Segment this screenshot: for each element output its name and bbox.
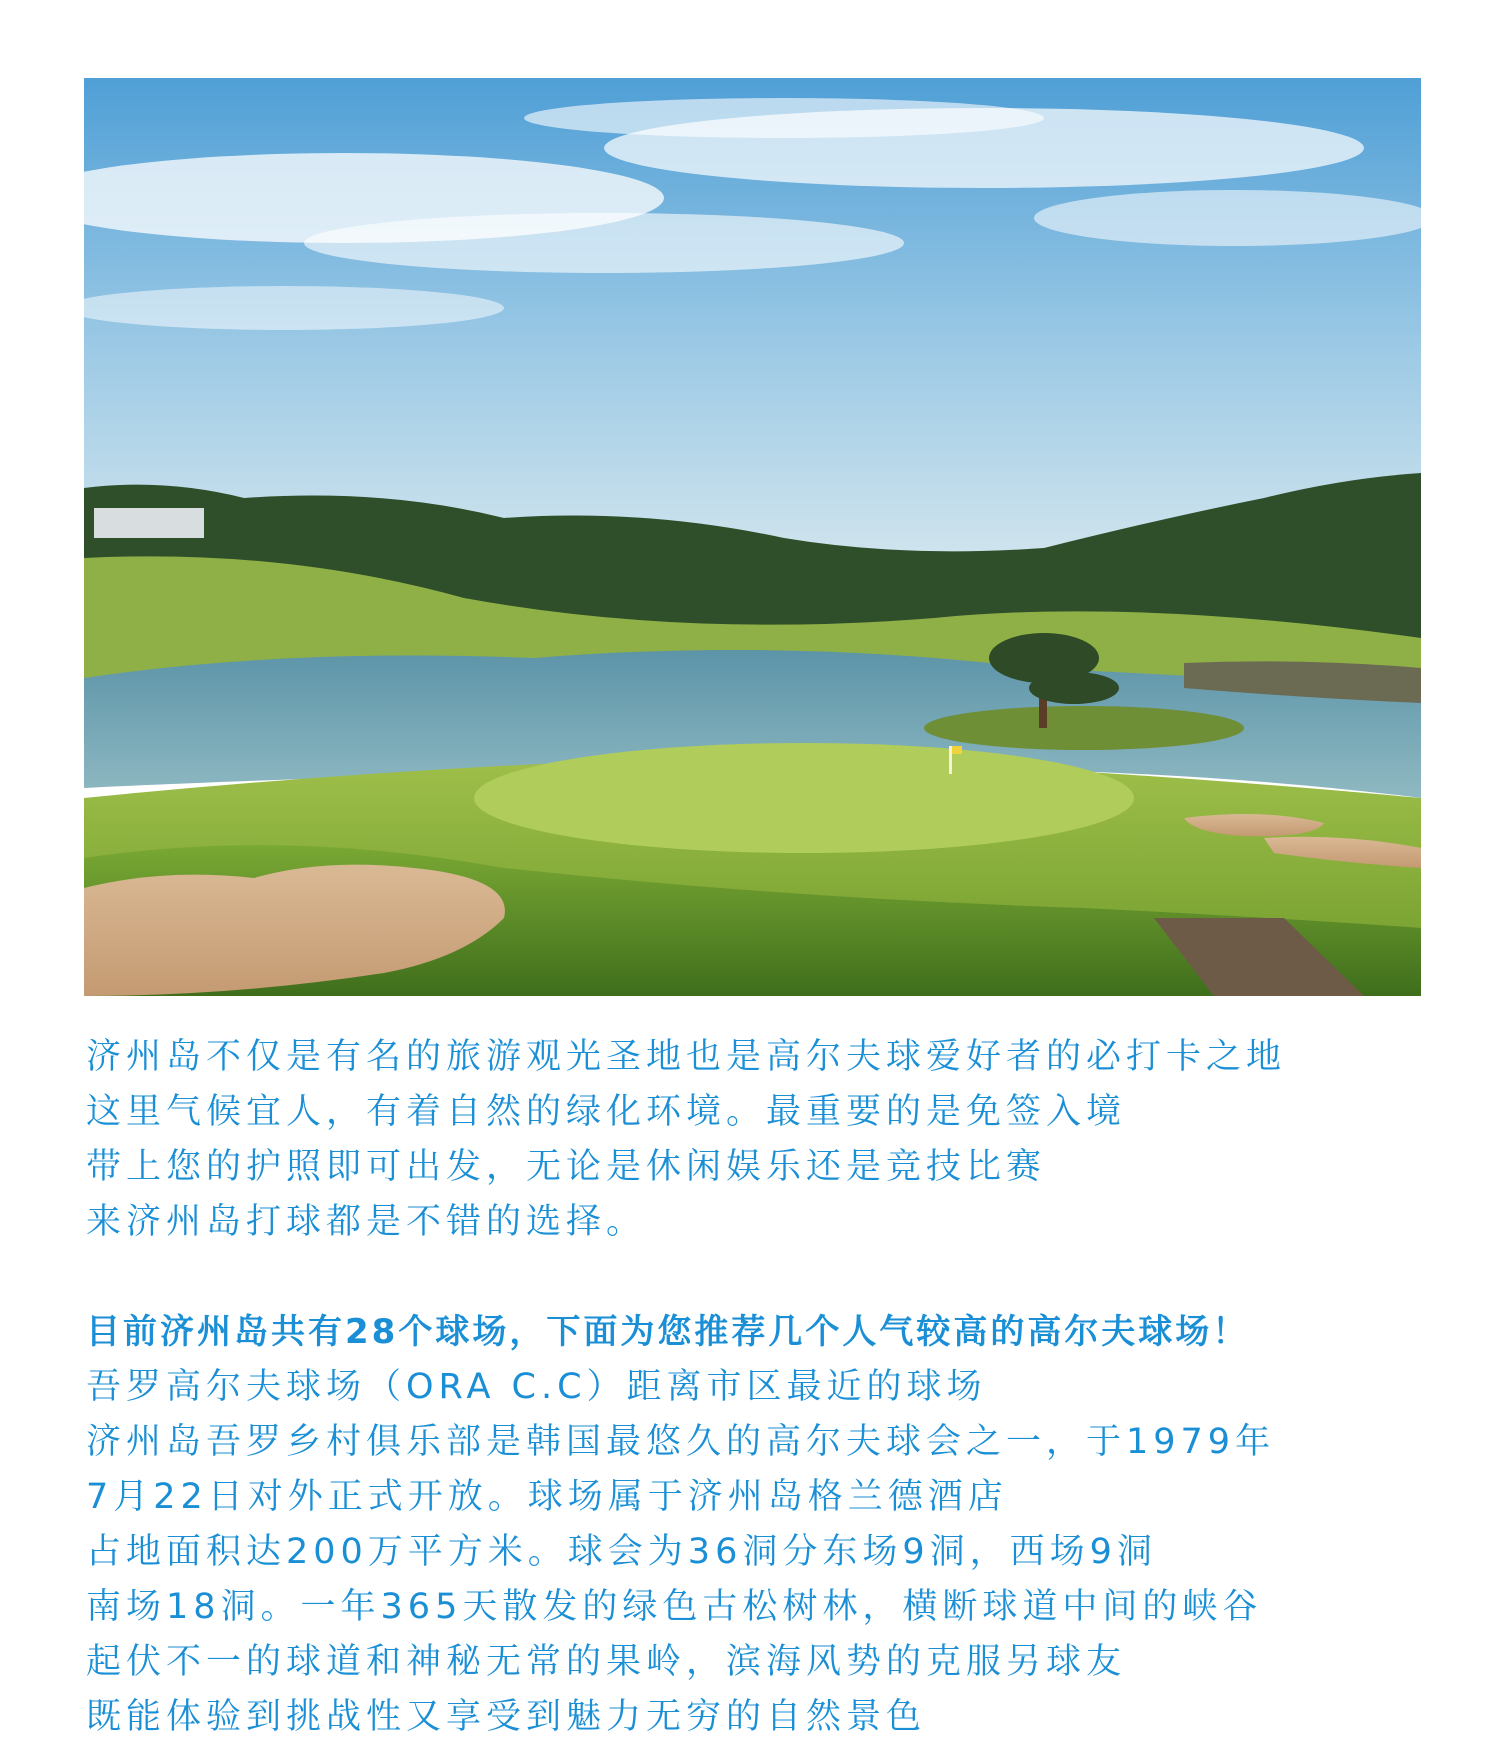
recommend-heading: 目前济州岛共有28个球场，下面为您推荐几个人气较高的高尔夫球场！ bbox=[86, 1312, 1250, 1352]
paragraph-spacer bbox=[86, 1250, 1486, 1305]
course-line-7: 既能体验到挑战性又享受到魅力无穷的自然景色 bbox=[86, 1697, 927, 1737]
intro-line-4: 来济州岛打球都是不错的选择。 bbox=[86, 1202, 647, 1242]
golf-course-photo bbox=[84, 78, 1421, 996]
article-text bbox=[86, 1030, 1486, 1745]
course-line-4: 占地面积达200万平方米。球会为36洞分东场9洞，西场9洞 bbox=[86, 1532, 1157, 1572]
course-line-2: 济州岛吾罗乡村俱乐部是韩国最悠久的高尔夫球会之一，于1979年 bbox=[86, 1422, 1276, 1462]
golf-course-landscape-photo-icon bbox=[84, 78, 1421, 996]
intro-line-2: 这里气候宜人，有着自然的绿化环境。最重要的是免签入境 bbox=[86, 1092, 1127, 1132]
intro-line-1: 济州岛不仅是有名的旅游观光圣地也是高尔夫球爱好者的必打卡之地 bbox=[86, 1037, 1287, 1077]
course-line-1: 吾罗高尔夫球场（ORA C.C）距离市区最近的球场 bbox=[86, 1367, 987, 1407]
course-line-6: 起伏不一的球道和神秘无常的果岭，滨海风势的克服另球友 bbox=[86, 1642, 1127, 1682]
course-line-5: 南场18洞。一年365天散发的绿色古松树林，横断球道中间的峡谷 bbox=[86, 1587, 1263, 1627]
intro-line-3: 带上您的护照即可出发，无论是休闲娱乐还是竞技比赛 bbox=[86, 1147, 1047, 1187]
course-line-3: 7月22日对外正式开放。球场属于济州岛格兰德酒店 bbox=[86, 1477, 1008, 1517]
